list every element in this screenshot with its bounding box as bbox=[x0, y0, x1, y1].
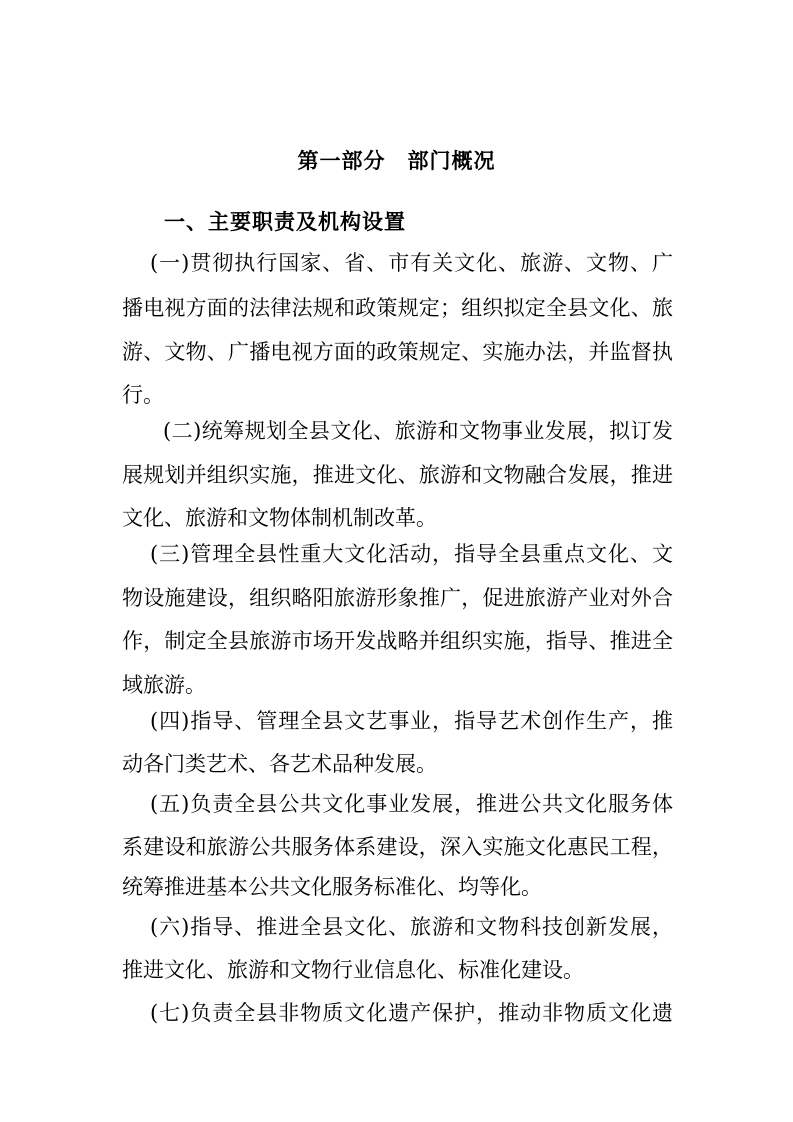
page-title: 第一部分 部门概况 bbox=[297, 149, 496, 173]
section-heading: 一、主要职责及机构设置 bbox=[164, 210, 406, 234]
paragraph-line: 文化、旅游和文物体制机制改革。 bbox=[122, 506, 437, 530]
paragraph-line: 行。 bbox=[122, 383, 164, 407]
paragraph-line: (五)负责全县公共文化事业发展，推进公共文化服务体 bbox=[150, 792, 673, 816]
paragraph-line: (二)统筹规划全县文化、旅游和文物事业发展，拟订发 bbox=[163, 419, 673, 443]
paragraph-line: 域旅游。 bbox=[122, 673, 206, 697]
paragraph-line: 统筹推进基本公共文化服务标准化、均等化。 bbox=[122, 875, 542, 899]
paragraph-line: (一)贯彻执行国家、省、市有关文化、旅游、文物、广 bbox=[150, 251, 673, 275]
paragraph-line: (四)指导、管理全县文艺事业，指导艺术创作生产，推 bbox=[150, 709, 673, 733]
paragraph-line: 动各门类艺术、各艺术品种发展。 bbox=[122, 752, 437, 776]
paragraph-line: (六)指导、推进全县文化、旅游和文物科技创新发展， bbox=[150, 915, 673, 939]
paragraph-line: 展规划并组织实施，推进文化、旅游和文物融合发展，推进 bbox=[122, 463, 673, 487]
paragraph-line: 物设施建设，组织略阳旅游形象推广，促进旅游产业对外合 bbox=[122, 586, 673, 610]
paragraph-line: 作，制定全县旅游市场开发战略并组织实施，指导、推进全 bbox=[122, 629, 673, 653]
paragraph-line: 系建设和旅游公共服务体系建设，深入实施文化惠民工程， bbox=[122, 835, 673, 859]
paragraph-line: (三)管理全县性重大文化活动，指导全县重点文化、文 bbox=[150, 542, 673, 566]
paragraph-line: (七)负责全县非物质文化遗产保护，推动非物质文化遗 bbox=[150, 1001, 673, 1025]
paragraph-line: 播电视方面的法律法规和政策规定；组织拟定全县文化、旅 bbox=[122, 296, 673, 320]
paragraph-line: 游、文物、广播电视方面的政策规定、实施办法，并监督执 bbox=[122, 340, 673, 364]
paragraph-line: 推进文化、旅游和文物行业信息化、标准化建设。 bbox=[122, 958, 584, 982]
